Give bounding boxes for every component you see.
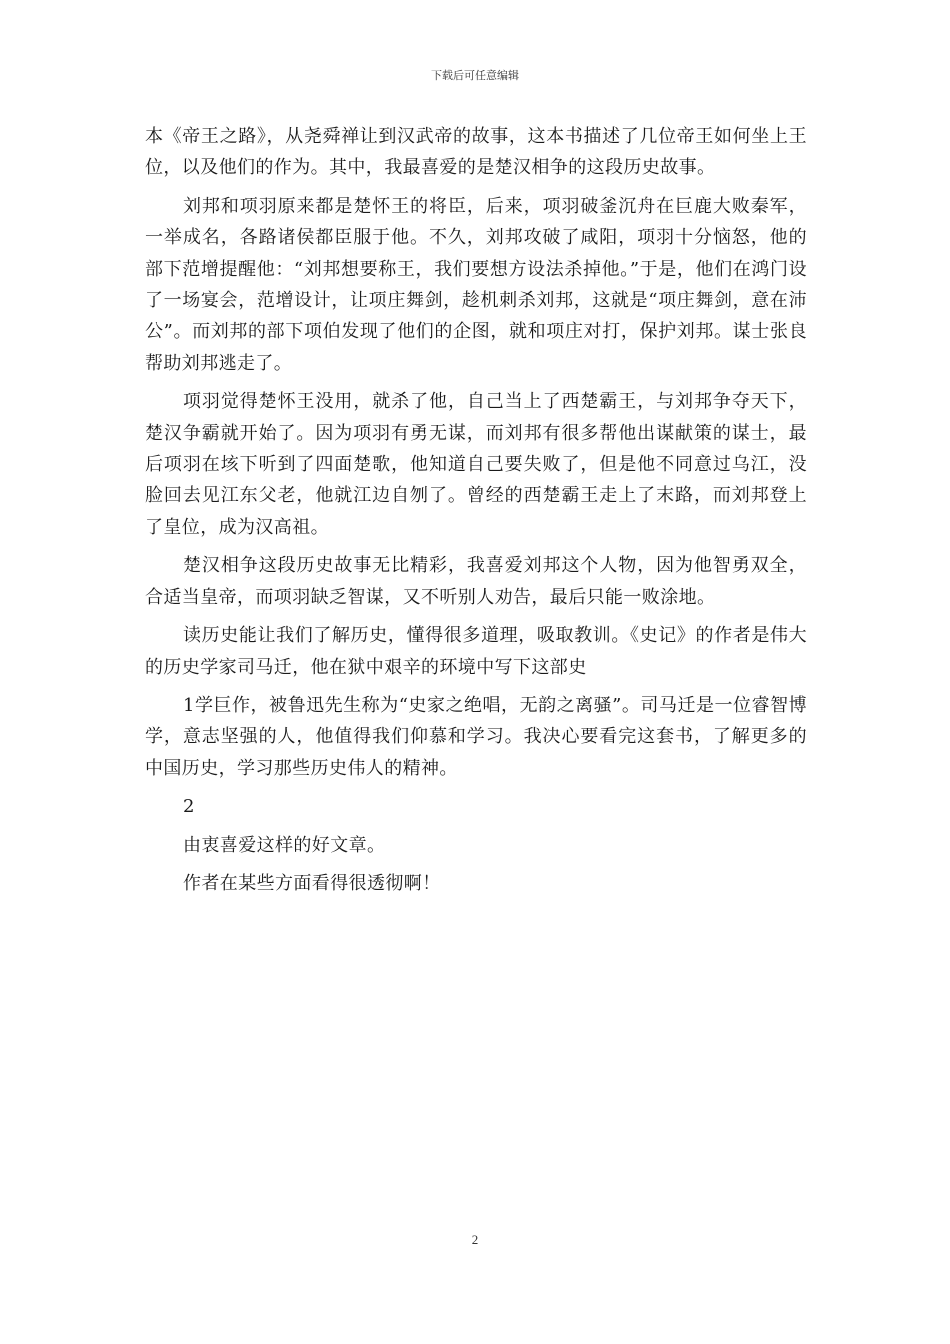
- paragraph-chu-han-contention: 项羽觉得楚怀王没用，就杀了他，自己当上了西楚霸王，与刘邦争夺天下，楚汉争霸就开始了。因为项羽有勇无谋，而刘邦有很多帮他出谋献策的谋士，最后项羽在垓下听到了四面楚歌，他知道自己要失败了，但是他不同意过乌江，没脸回去见江东父老，他就江边自刎了。曾经的西楚霸王走上了末路，而刘邦登上了皇位，成为汉高祖。: [145, 391, 807, 538]
- page-header: 下载后可任意编辑: [431, 69, 519, 82]
- paragraph-shiji-author: 读历史能让我们了解历史，懂得很多道理，吸取教训。《史记》的作者是伟大的历史学家司马迁，他在狱中艰辛的环境中写下这部史: [145, 625, 807, 678]
- page-number: 2: [471, 1232, 479, 1247]
- paragraph-hongmen-banquet: 刘邦和项羽原来都是楚怀王的将臣，后来，项羽破釜沉舟在巨鹿大败秦军，一举成名，各路诸侯都臣服于他。不久，刘邦攻破了咸阳，项羽十分恼怒，他的部下范增提醒他：“刘邦想要称王，我们要想方设法杀掉他。”于是，他们在鸿门设了一场宴会，范增设计，让项庄舞剑，趁机刺杀刘邦，这就是“项庄舞剑，意在沛公”。而刘邦的部下项伯发现了他们的企图，就和项庄对打，保护刘邦。谋士张良帮助刘邦逃走了。: [145, 195, 807, 374]
- paragraph-comment-1: 由衷喜爱这样的好文章。: [183, 834, 386, 856]
- paragraph-opinion: 楚汉相争这段历史故事无比精彩，我喜爱刘邦这个人物，因为他智勇双全，合适当皇帝，而项羽缺乏智谋，又不听别人劝告，最后只能一败涂地。: [145, 555, 807, 608]
- paragraph-sima-qian: 1学巨作，被鲁迅先生称为“史家之绝唱，无韵之离骚”。司马迁是一位睿智博学，意志坚强的人，他值得我们仰慕和学习。我决心要看完这套书，了解更多的中国历史，学习那些历史伟人的精神。: [145, 694, 807, 779]
- paragraph-intro: 本《帝王之路》，从尧舜禅让到汉武帝的故事，这本书描述了几位帝王如何坐上王位，以及他们的作为。其中，我最喜爱的是楚汉相争的这段历史故事。: [145, 126, 807, 179]
- paragraph-comment-2: 作者在某些方面看得很透彻啊！: [183, 872, 441, 894]
- document-body: [145, 121, 807, 899]
- paragraph-number: 2: [183, 796, 195, 818]
